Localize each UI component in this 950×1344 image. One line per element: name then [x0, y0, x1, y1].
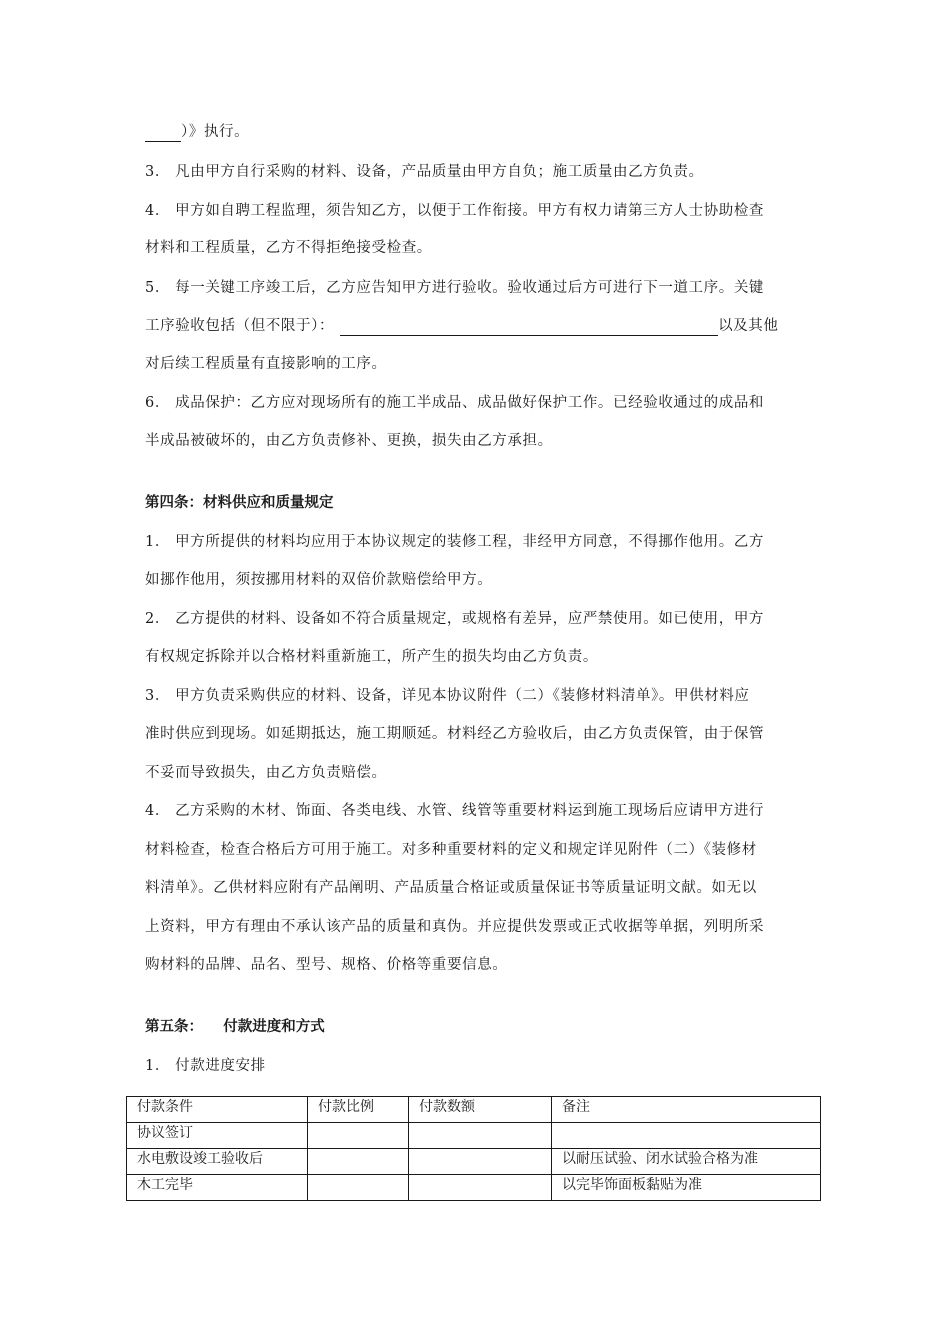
table-cell: 木工完毕: [127, 1175, 308, 1201]
clause-4-4-line3: 料清单》。乙供材料应附有产品阐明、产品质量合格证或质量保证书等质量证明文献。如无以: [145, 880, 757, 896]
clause-4-1-line2: 如挪作他用，须按挪用材料的双倍价款赔偿给甲方。: [145, 572, 493, 588]
clause-3-4-line1: 4． 甲方如自聘工程监理，须告知乙方，以便于工作衔接。甲方有权力请第三方人士协助检查: [145, 203, 765, 219]
table-cell: [308, 1123, 409, 1149]
payment-schedule-table-wrap: [126, 1096, 820, 1201]
table-row: [127, 1175, 821, 1201]
clause-3-6-line2: 半成品被破坏的，由乙方负责修补、更换，损失由乙方承担。: [145, 433, 553, 449]
clause-4-4-line5: 购材料的品牌、品名、型号、规格、价格等重要信息。: [145, 957, 508, 973]
clause-3-5-line1: 5． 每一关键工序竣工后，乙方应告知甲方进行验收。验收通过后方可进行下一道工序。关键: [145, 280, 765, 296]
payment-schedule-table: [126, 1096, 821, 1201]
clause-4-1-line1: 1． 甲方所提供的材料均应用于本协议规定的装修工程，非经甲方同意，不得挪作他用。乙方: [145, 534, 765, 550]
table-cell: [308, 1149, 409, 1175]
table-cell: [552, 1123, 821, 1149]
payment-schedule-subheading: 1． 付款进度安排: [145, 1058, 266, 1074]
table-row: [127, 1123, 821, 1149]
clause-3-5-line2: 工序验收包括（但不限于）： 以及其他: [145, 318, 779, 334]
table-cell: 以耐压试验、闭水试验合格为准: [552, 1149, 821, 1175]
clause-3-5-line3: 对后续工程质量有直接影响的工序。: [145, 356, 387, 372]
table-row: [127, 1149, 821, 1175]
table-header-cell: 付款数额: [409, 1097, 552, 1123]
table-cell: [409, 1123, 552, 1149]
clause-3-6-line1: 6． 成品保护：乙方应对现场所有的施工半成品、成品做好保护工作。已经验收通过的成品和: [145, 395, 765, 411]
table-cell: 协议签订: [127, 1123, 308, 1149]
table-header-cell: 备注: [552, 1097, 821, 1123]
clause-4-2-line1: 2． 乙方提供的材料、设备如不符合质量规定，或规格有差异，应严禁使用。如已使用，甲方: [145, 611, 765, 627]
table-cell: [409, 1175, 552, 1201]
clause-4-4-line2: 材料检查，检查合格后方可用于施工。对多种重要材料的定义和规定详见附件（二）《装修材: [145, 842, 757, 858]
table-cell: 水电敷设竣工验收后: [127, 1149, 308, 1175]
clause-4-4-line1: 4． 乙方采购的木材、饰面、各类电线、水管、线管等重要材料运到施工现场后应请甲方进行: [145, 803, 765, 819]
fill-in-blank: [145, 126, 181, 142]
clause-4-2-line2: 有权规定拆除并以合格材料重新施工，所产生的损失均由乙方负责。: [145, 649, 598, 665]
section5-heading: 第五条： 付款进度和方式: [145, 1018, 325, 1035]
clause-3-3: 3． 凡由甲方自行采购的材料、设备，产品质量由甲方自负；施工质量由乙方负责。: [145, 164, 704, 180]
table-cell: 以完毕饰面板黏贴为准: [552, 1175, 821, 1201]
clause-4-3-line2: 准时供应到现场。如延期抵达，施工期顺延。材料经乙方验收后，由乙方负责保管，由于保管: [145, 726, 765, 742]
clause-4-3-line3: 不妥而导致损失，由乙方负责赔偿。: [145, 765, 387, 781]
table-header-cell: 付款条件: [127, 1097, 308, 1123]
table-header-row: [127, 1097, 821, 1123]
key-process-blank: [340, 320, 718, 336]
clause-4-4-line4: 上资料，甲方有理由不承认该产品的质量和真伪。并应提供发票或正式收据等单据，列明所采: [145, 919, 765, 935]
table-cell: [409, 1149, 552, 1175]
section4-heading: 第四条：材料供应和质量规定: [145, 494, 334, 511]
clause-3-4-line2: 材料和工程质量，乙方不得拒绝接受检查。: [145, 240, 432, 256]
continuation-line: ）》执行。: [145, 122, 249, 142]
table-cell: [308, 1175, 409, 1201]
table-header-cell: 付款比例: [308, 1097, 409, 1123]
clause-4-3-line1: 3． 甲方负责采购供应的材料、设备，详见本协议附件（二）《装修材料清单》。甲供材料应: [145, 688, 750, 704]
